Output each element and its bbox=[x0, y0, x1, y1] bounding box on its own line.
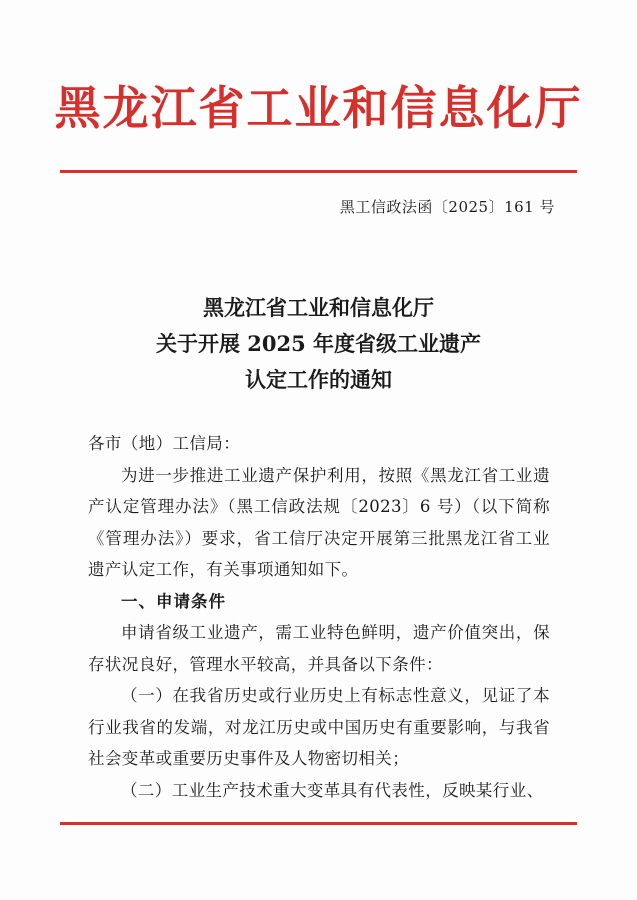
footer-red-rule bbox=[60, 822, 577, 825]
salutation: 各市（地）工信局： bbox=[88, 434, 241, 453]
masthead-red-rule bbox=[60, 170, 577, 173]
section-1-heading: 一、申请条件 bbox=[121, 591, 226, 611]
intro-paragraph: 为进一步推进工业遗产保护利用，按照《黑龙江省工业遗产认定管理办法》（黑工信政法规〔2023〕6 号）（以下简称《管理办法》）要求，省工信厅决定开展第三批黑龙江省工业遗产认定工作，有关事项通知如下。 bbox=[88, 465, 550, 579]
notice-body bbox=[88, 428, 550, 806]
agency-masthead: 黑龙江省工业和信息化厅 bbox=[54, 81, 583, 135]
condition-item-2: （二）工业生产技术重大变革具有代表性，反映某行业、 bbox=[121, 780, 544, 800]
title-line-2: 关于开展 2025 年度省级工业遗产 bbox=[155, 331, 482, 356]
title-line-3: 认定工作的通知 bbox=[245, 367, 392, 392]
notice-title bbox=[0, 290, 637, 398]
document-number: 黑工信政法函〔2025〕161 号 bbox=[339, 198, 555, 216]
title-line-1: 黑龙江省工业和信息化厅 bbox=[203, 295, 434, 320]
section-1-intro: 申请省级工业遗产，需工业特色鲜明，遗产价值突出，保存状况良好，管理水平较高，并具备以下条件： bbox=[88, 623, 550, 674]
condition-item-1: （一）在我省历史或行业历史上有标志性意义，见证了本行业我省的发端，对龙江历史或中国历史有重要影响，与我省社会变革或重要历史事件及人物密切相关； bbox=[88, 686, 550, 768]
